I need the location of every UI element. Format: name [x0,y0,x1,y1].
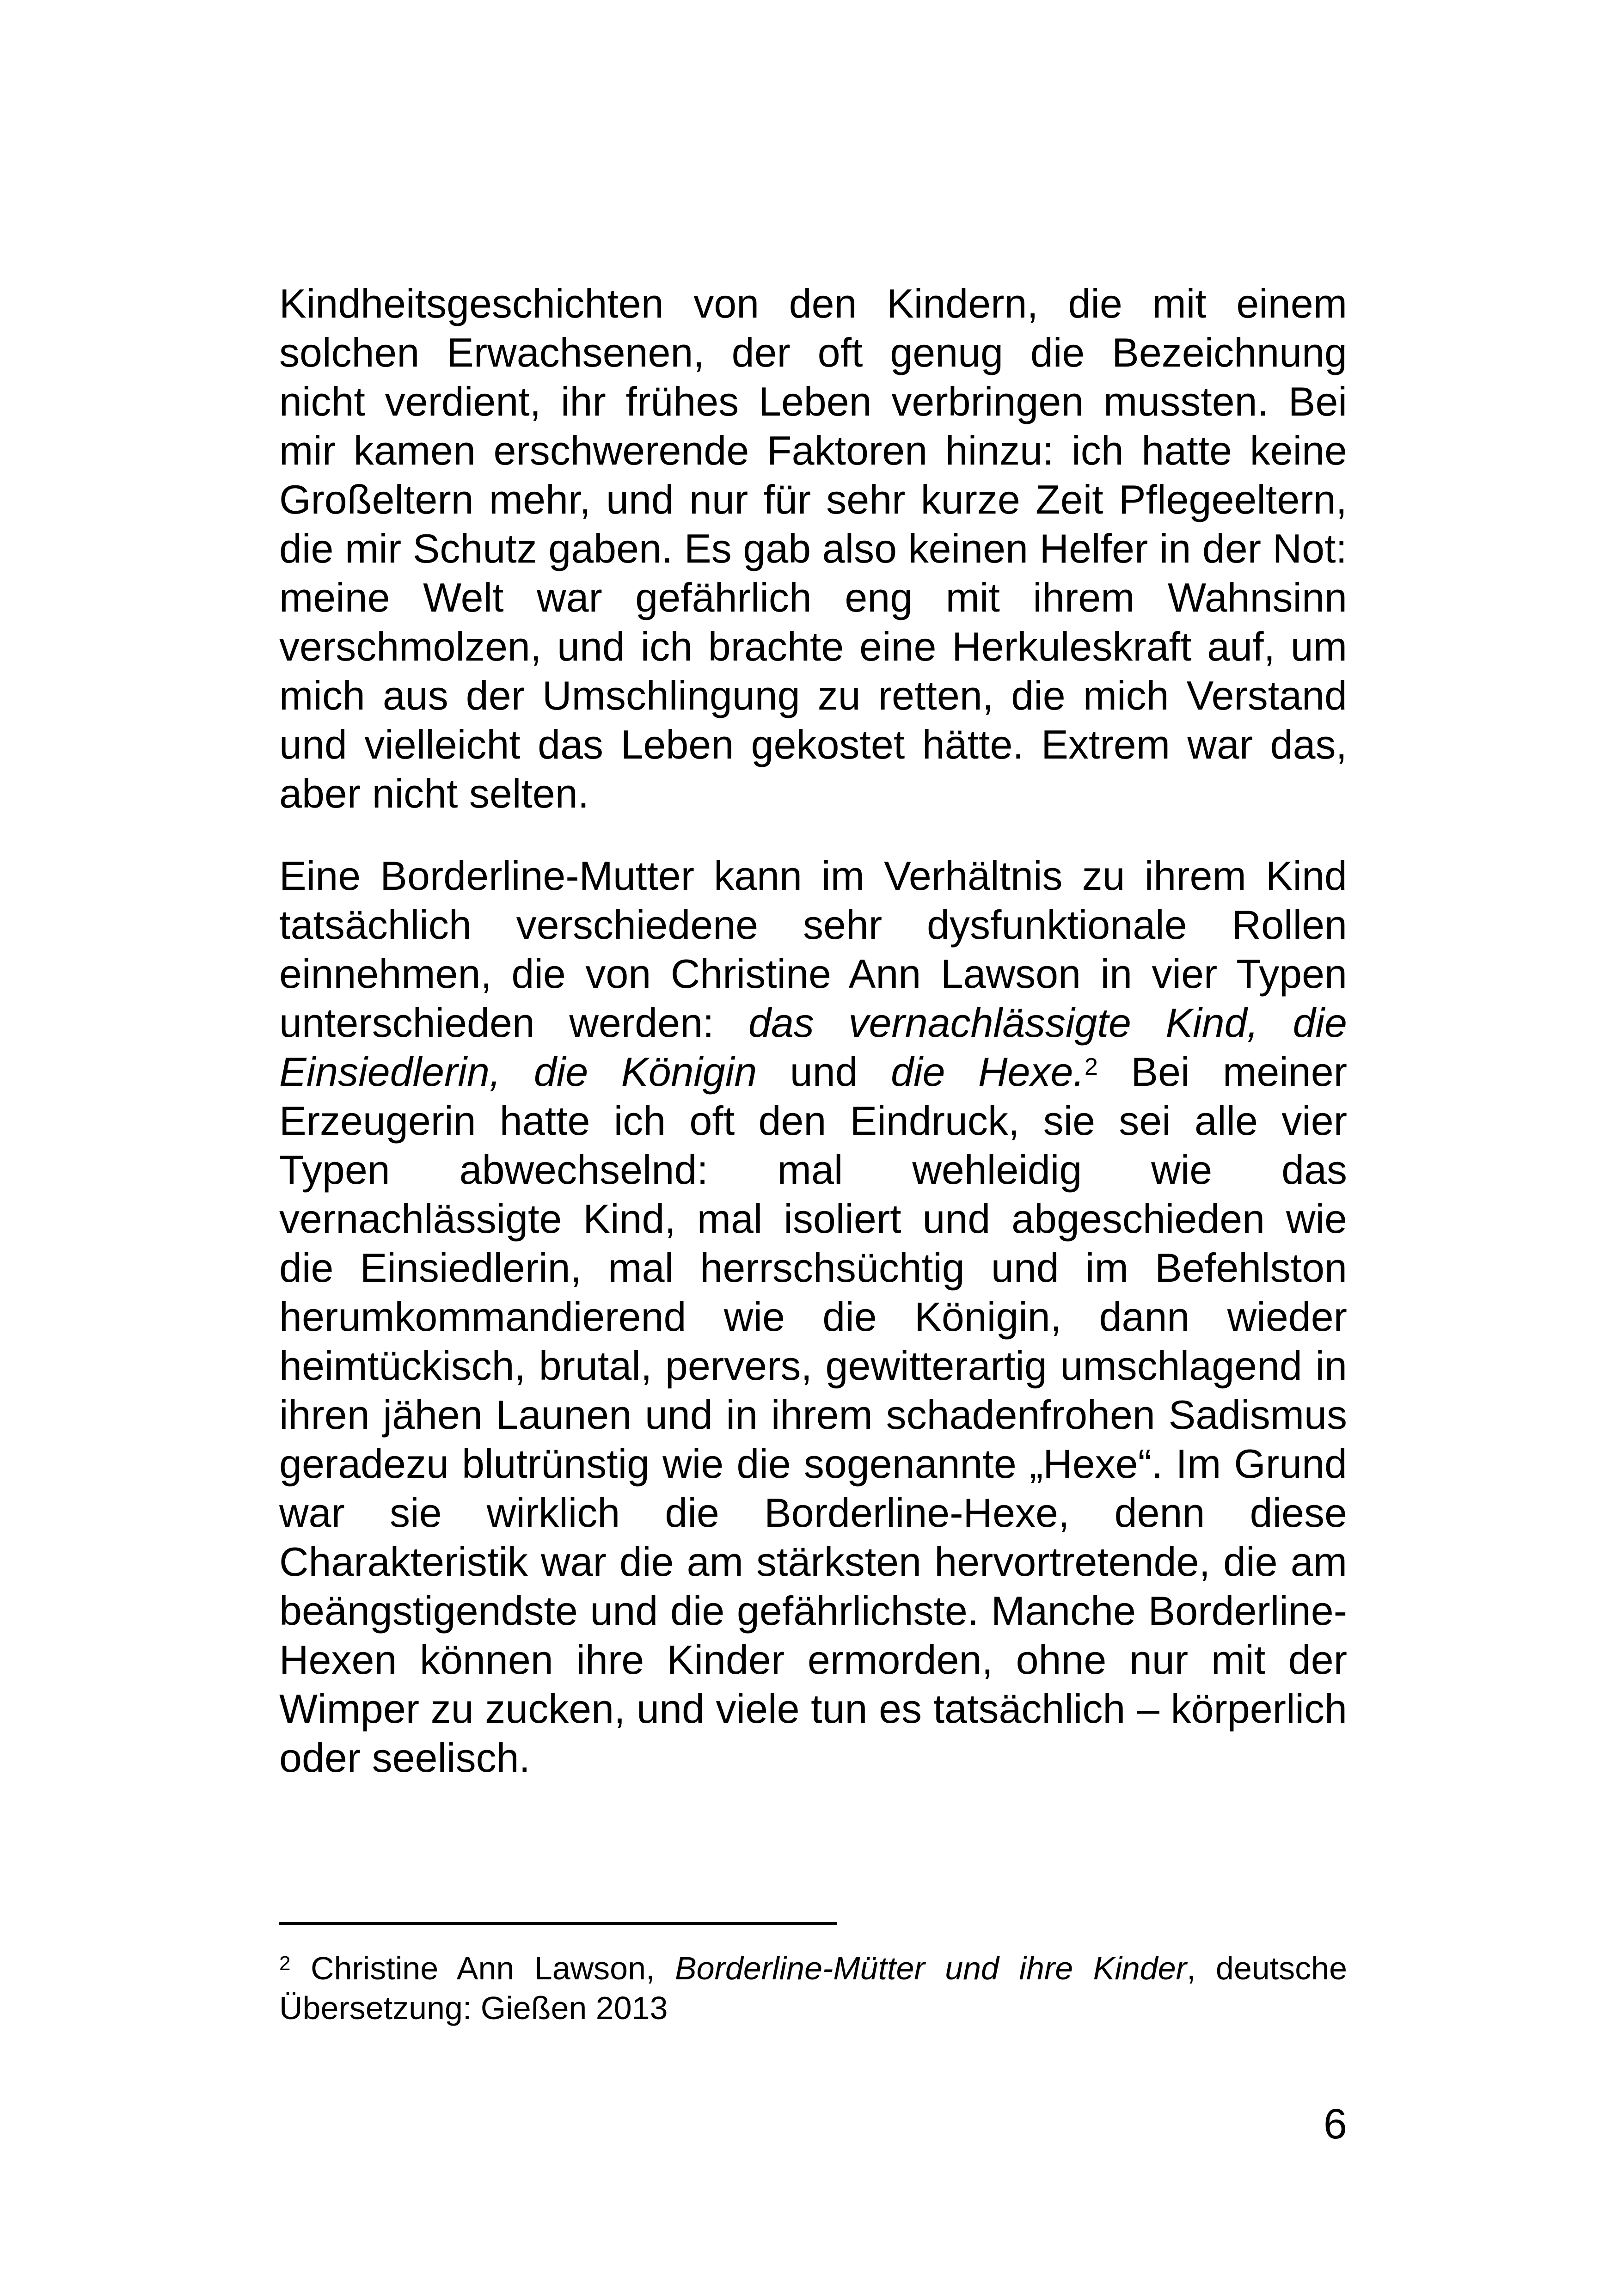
footnote-separator [279,1922,837,1925]
footnote [279,1948,1347,2028]
page-number: 6 [1323,2100,1347,2148]
paragraph-rest: Bei meiner Erzeugerin hatte ich oft den Eindruck, sie sei alle vier Typen abwechselnd: mal wehleidig wie das vernachlässigte Kind, mal isoliert und abgeschieden wie die Einsiedlerin, mal herrschsüchtig und im Befehlston herumkommandierend wie die Königin, dann wieder heimtückisch, brutal, pervers, gewitterartig umschlagend in ihren jähen Launen und in ihrem schadenfrohen Sadismus geradezu blutrünstig wie die sogenannte „Hexe“. Im Grund war sie wirklich die Borderline-Hexe, denn diese Charakteristik war die am stärksten hervortretende, die am beängstigendste und die gefährlichste. Manche Borderline-Hexen können ihre Kinder ermorden, ohne nur mit der Wimper zu zucken, und viele tun es tatsächlich – körperlich oder seelisch. [279,1049,1347,1781]
body-paragraph-1 [279,279,1347,818]
paragraph-intro: Eine Borderline-Mutter kann im Verhältnis zu ihrem Kind tatsächlich verschiedene sehr dysfunktionale Rollen einnehmen, die von Christine Ann Lawson in vier Typen unterschieden werden: [279,853,1347,1046]
and-word: und [757,1049,891,1095]
footnote-book-title: Borderline-Mütter und ihre Kinder [674,1950,1187,1986]
type-hexe-italic: die Hexe. [891,1049,1085,1095]
paragraph-text: Kindheitsgeschichten von den Kindern, die mit einem solchen Erwachsenen, der oft genug die Bezeichnung nicht verdient, ihr frühes Leben verbringen mussten. Bei mir kamen erschwerende Faktoren hinzu: ich hatte keine Großeltern mehr, und nur für sehr kurze Zeit Pflegeeltern, die mir Schutz gaben. Es gab also keinen Helfer in der Not: meine Welt war gefährlich eng mit ihrem Wahnsinn verschmolzen, und ich brachte eine Herkuleskraft auf, um mich aus der Umschlingung zu retten, die mich Verstand und vielleicht das Leben gekostet hätte. Extrem war das, aber nicht selten. [279,281,1347,816]
footnote-marker: 2 [279,1952,291,1975]
body-paragraph-2 [279,851,1347,1782]
footnote-reference[interactable]: 2 [1084,1053,1098,1080]
types-italic: das vernachlässigte Kind, die Einsiedlerin, die Königin [279,1000,1348,1095]
footnote-author: Christine Ann Lawson, [290,1950,675,1986]
footnote-details: , deutsche Übersetzung: Gießen 2013 [279,1950,1347,2026]
paragraph-text [279,851,1347,1782]
